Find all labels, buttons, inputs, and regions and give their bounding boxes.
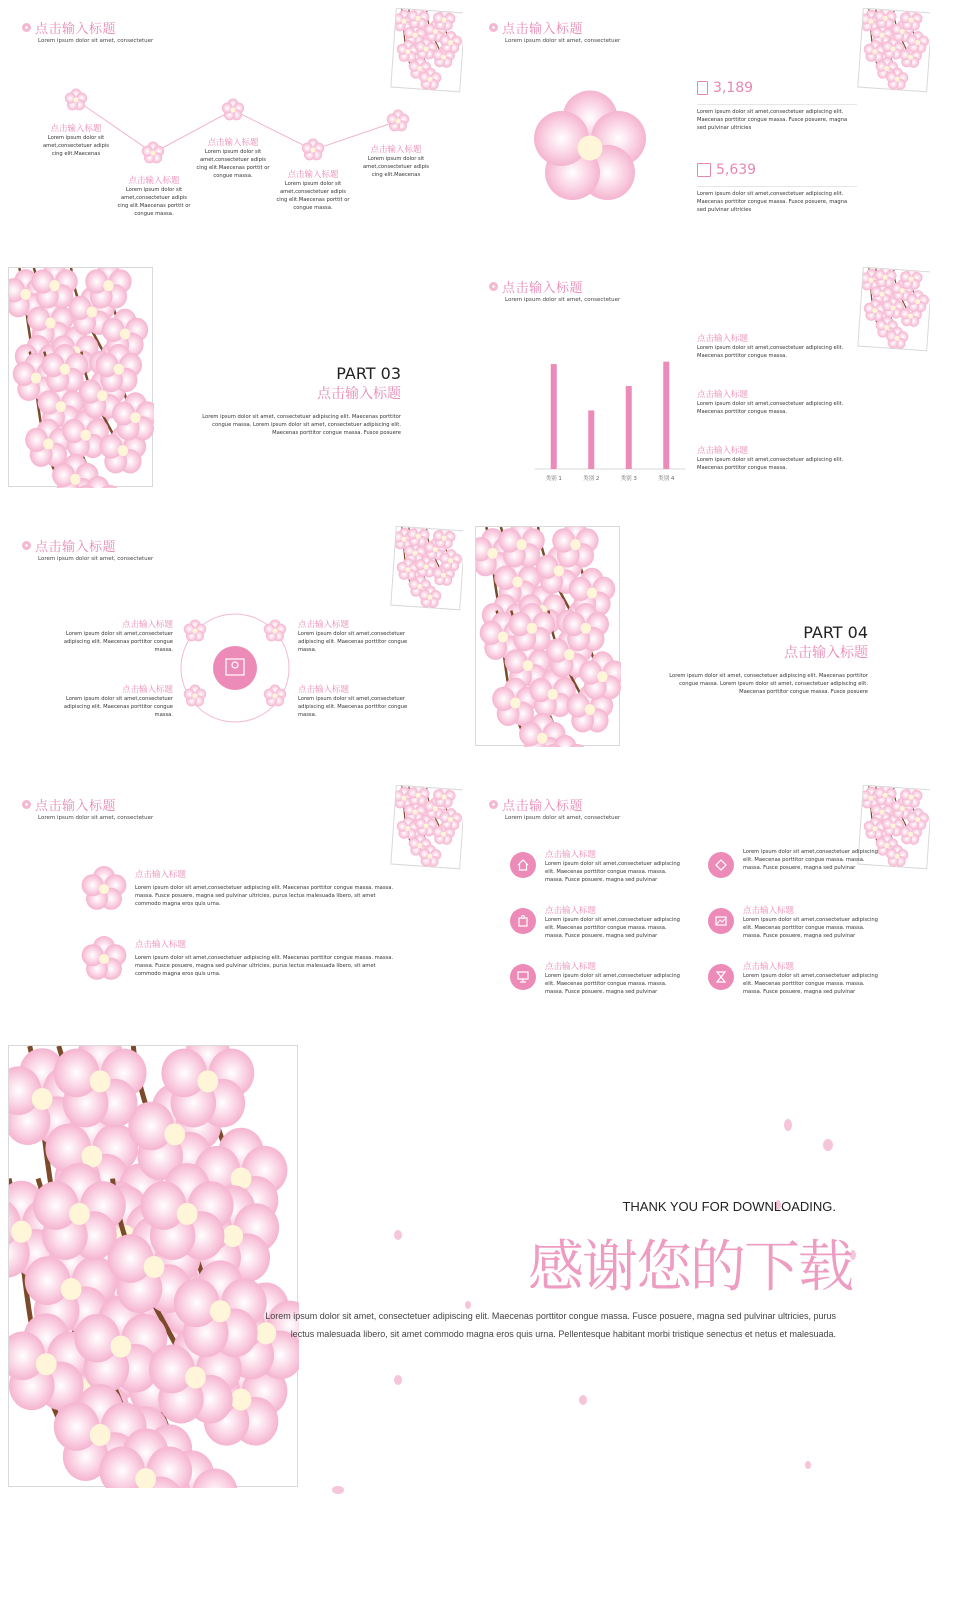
stat-value: 5,639 [716, 162, 757, 178]
thanks-text: Lorem ipsum dolor sit amet, consectetuer adipiscing elit. Maecenas porttitor congue massa. Fusce posuere, magna sed pulvinar ultricies, purus lectus malesuada libero, sit amet commodo magna eros quis urna. Pellentesque habitant morbi tristique senectus et netus et malesuada. [265, 1311, 836, 1339]
item-label: 点击输入标题 [545, 850, 597, 860]
x-tick-label: 类别 1 [545, 476, 562, 482]
item-text: Lorem ipsum dolor sit amet,consectetuer adipis cing elit.Maecenas porttit or congue massa. [117, 187, 191, 217]
blossom-node-5 [387, 110, 409, 132]
blossom-icon [80, 865, 128, 913]
bar [663, 362, 669, 469]
note-label: 点击输入标题 [697, 334, 749, 344]
timeline-item [358, 143, 434, 179]
circle-item [298, 618, 423, 654]
item-text: Lorem ipsum dolor sit amet,consectetuer adipiscing elit. Maecenas porttitor congue massa. massa. massa. Fusce posuere, magna sed pulvinar [545, 917, 680, 939]
slide-title [22, 795, 116, 814]
slide-title [489, 18, 583, 37]
blossom-photo [475, 526, 620, 746]
title-text: 点击输入标题 [35, 540, 117, 555]
chart-note [697, 444, 862, 472]
title-text: 点击输入标题 [35, 799, 117, 814]
note-label: 点击输入标题 [697, 446, 749, 456]
item-label: 点击输入标题 [298, 685, 350, 695]
timeline-item [195, 136, 271, 180]
part-text: Lorem ipsum dolor sit amet, consectetuer adipiscing elit. Maecenas porttitor congue massa. Lorem ipsum dolor sit amet, consectetuer adipiscing elit. Maecenas porttitor congue massa. Fusce posuere [202, 414, 401, 436]
blossom-icon [489, 282, 498, 291]
bar-chart [525, 337, 695, 487]
blossom-node-2 [142, 142, 164, 164]
slide-chart [475, 267, 930, 517]
icon-item [545, 960, 680, 996]
item-text: Lorem ipsum dolor sit amet,consectetuer adipis cing elit.Maecenas porttit or congue massa. [196, 149, 270, 179]
large-blossom [530, 88, 650, 208]
blossom-node-1 [65, 89, 87, 111]
x-tick-label: 类别 4 [658, 476, 675, 482]
part-title: 点击输入标题 [317, 386, 401, 402]
item-text: Lorem ipsum dolor sit amet,consectetuer adipiscing elit. Maecenas porttitor congue massa. massa. massa. Fusce posuere, magna sed pulvinar [545, 973, 680, 995]
document-icon [697, 81, 708, 95]
bar [588, 410, 594, 469]
home-icon [510, 852, 536, 878]
slide-two-items [8, 785, 463, 1035]
part-number: PART 04 [803, 623, 868, 642]
presentation-icon [510, 964, 536, 990]
item-text: Lorem ipsum dolor sit amet,consectetuer adipiscing elit. Maecenas porttitor congue massa. [63, 696, 173, 718]
building-icon [697, 163, 711, 177]
item-label: 点击输入标题 [743, 906, 795, 916]
icon-item [545, 848, 680, 884]
item-label: 点击输入标题 [545, 962, 597, 972]
stat-block [697, 162, 857, 214]
item-text: Lorem ipsum dolor sit amet,consectetuer adipiscing elit. Maecenas porttitor congue massa. [298, 696, 408, 718]
item-text: Lorem ipsum dolor sit amet,consectetuer adipiscing elit. Maecenas porttitor congue massa. massa. massa. Fusce posuere, magna sed pulvinar [743, 973, 878, 995]
title-text: 点击输入标题 [35, 22, 117, 37]
blossom-photo [8, 267, 153, 487]
feature-item [135, 938, 395, 978]
chart-note [697, 388, 862, 416]
blossom-icon [489, 23, 498, 32]
feature-item [135, 868, 395, 908]
slide-title [489, 795, 583, 814]
note-text: Lorem ipsum dolor sit amet,consectetuer adipiscing elit. Maecenas porttitor congue massa. [697, 345, 844, 359]
puzzle-icon [510, 908, 536, 934]
item-label: 点击输入标题 [135, 870, 187, 880]
slide-title [489, 277, 583, 296]
item-text: Lorem ipsum dolor sit amet,consectetuer adipiscing elit. Maecenas porttitor congue massa. massa. massa. Fusce posuere, magna sed pulvinar ultricies, purus lectus malesuada libero, sit amet commodo magna eros quis urna. [135, 885, 394, 907]
icon-item [743, 960, 878, 996]
slide-part03 [8, 267, 463, 517]
subtitle-text: Lorem ipsum dolor sit amet, consectetuer [505, 815, 621, 821]
subtitle-text: Lorem ipsum dolor sit amet, consectetuer [505, 38, 621, 44]
slide-title [22, 536, 116, 555]
slide-thanks [8, 1045, 930, 1560]
blossom-photo [857, 267, 930, 351]
blossom-node-4 [302, 139, 324, 161]
item-label: 点击输入标题 [135, 940, 187, 950]
slide-timeline [8, 8, 463, 258]
note-text: Lorem ipsum dolor sit amet,consectetuer adipiscing elit. Maecenas porttitor congue massa. [697, 457, 844, 471]
thanks-chinese: 感谢您的下载 [528, 1235, 852, 1300]
slide-stats [475, 8, 930, 258]
timeline-item [116, 174, 192, 218]
stat-text: Lorem ipsum dolor sit amet,consectetuer adipiscing elit. Maecenas porttitor congue massa. Fusce posuere, magna sed pulvinar ultricies [697, 109, 848, 131]
item-label: 点击输入标题 [121, 620, 173, 630]
subtitle-text: Lorem ipsum dolor sit amet, consectetuer [505, 297, 621, 303]
item-text: Lorem ipsum dolor sit amet,consectetuer adipiscing elit. Maecenas porttitor congue massa. [63, 631, 173, 653]
chart-note [697, 332, 862, 360]
timeline-item [38, 122, 114, 158]
item-text: Lorem ipsum dolor sit amet,consectetuer adipiscing elit. Maecenas porttitor congue massa. massa. massa. Fusce posuere, magna sed pulvinar [743, 917, 878, 939]
timeline-item [275, 168, 351, 212]
blossom-photo [857, 8, 930, 92]
item-text: Lorem ipsum dolor sit amet,consectetuer adipis cing elit.Maecenas [42, 135, 110, 157]
x-tick-label: 类别 3 [620, 476, 637, 482]
blossom-photo [390, 785, 463, 869]
bar [626, 386, 632, 469]
item-label: 点击输入标题 [287, 170, 339, 180]
slide-six-icons [475, 785, 930, 1035]
part-title: 点击输入标题 [784, 645, 868, 661]
subtitle-text: Lorem ipsum dolor sit amet, consectetuer [38, 38, 154, 44]
title-text: 点击输入标题 [502, 281, 584, 296]
subtitle-text: Lorem ipsum dolor sit amet, consectetuer [38, 815, 154, 821]
item-text: Lorem ipsum dolor sit amet,consectetuer adipiscing elit. Maecenas porttitor congue massa. massa. massa. Fusce posuere, magna sed pulvinar [743, 849, 878, 871]
blossom-icon [22, 541, 31, 550]
stat-value: 3,189 [713, 80, 754, 96]
bar [551, 364, 557, 469]
title-text: 点击输入标题 [502, 799, 584, 814]
item-label: 点击输入标题 [128, 176, 180, 186]
item-text: Lorem ipsum dolor sit amet,consectetuer adipis cing elit.Maecenas [362, 156, 430, 178]
item-text: Lorem ipsum dolor sit amet,consectetuer adipiscing elit. Maecenas porttitor congue massa. massa. massa. Fusce posuere, magna sed pulvinar [545, 861, 680, 883]
item-label: 点击输入标题 [50, 124, 102, 134]
slide-part04 [475, 526, 930, 776]
item-label: 点击输入标题 [121, 685, 173, 695]
title-text: 点击输入标题 [502, 22, 584, 37]
item-text: Lorem ipsum dolor sit amet,consectetuer adipiscing elit. Maecenas porttitor congue massa. [298, 631, 408, 653]
item-text: Lorem ipsum dolor sit amet,consectetuer adipiscing elit. Maecenas porttitor congue massa. massa. massa. Fusce posuere, magna sed pulvinar ultricies, purus lectus malesuada libero, sit amet commodo magna eros quis urna. [135, 955, 394, 977]
item-text: Lorem ipsum dolor sit amet,consectetuer adipis cing elit.Maecenas porttit or congue massa. [276, 181, 350, 211]
slide-circle [8, 526, 463, 776]
note-label: 点击输入标题 [697, 390, 749, 400]
item-label: 点击输入标题 [298, 620, 350, 630]
item-label: 点击输入标题 [743, 962, 795, 972]
hourglass-icon [708, 964, 734, 990]
circle-item [48, 618, 173, 654]
circle-item [298, 683, 423, 719]
icon-item [743, 904, 878, 940]
part-text: Lorem ipsum dolor sit amet, consectetuer adipiscing elit. Maecenas porttitor congue massa. Lorem ipsum dolor sit amet, consectetuer adipiscing elit. Maecenas porttitor congue massa. Fusce posuere [669, 673, 868, 695]
part-number: PART 03 [336, 364, 401, 383]
image-icon [708, 908, 734, 934]
note-text: Lorem ipsum dolor sit amet,consectetuer adipiscing elit. Maecenas porttitor congue massa. [697, 401, 844, 415]
icon-item [743, 848, 878, 872]
stat-block [697, 80, 857, 132]
x-tick-label: 类别 2 [583, 476, 600, 482]
item-label: 点击输入标题 [207, 138, 259, 148]
blossom-icon [22, 800, 31, 809]
circle-diagram [173, 611, 298, 726]
subtitle-text: Lorem ipsum dolor sit amet, consectetuer [38, 556, 154, 562]
blossom-node-3 [222, 99, 244, 121]
item-label: 点击输入标题 [370, 145, 422, 155]
blossom-photo [390, 526, 463, 610]
stat-text: Lorem ipsum dolor sit amet,consectetuer adipiscing elit. Maecenas porttitor congue massa. Fusce posuere, magna sed pulvinar ultricies [697, 191, 848, 213]
circle-item [48, 683, 173, 719]
icon-item [545, 904, 680, 940]
diamond-icon [708, 852, 734, 878]
thanks-english: THANK YOU FOR DOWNLOADING. [622, 1199, 836, 1214]
blossom-icon [80, 935, 128, 983]
blossom-photo [8, 1045, 298, 1487]
item-label: 点击输入标题 [545, 906, 597, 916]
blossom-icon [489, 800, 498, 809]
